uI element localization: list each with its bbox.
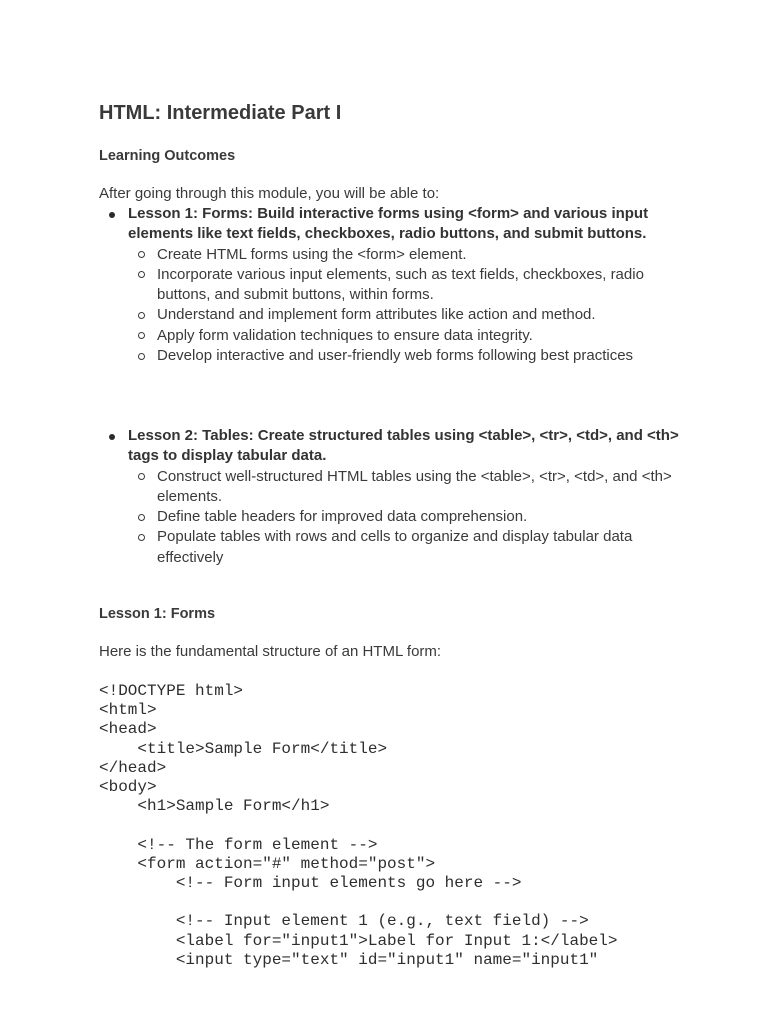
lesson-item-2 <box>99 426 679 568</box>
learning-outcomes-heading: Learning Outcomes <box>99 148 236 164</box>
outcome-item <box>128 305 679 325</box>
outcome-text: Apply form validation techniques to ensure data integrity. <box>157 326 533 344</box>
outcome-text: Create HTML forms using the <form> element. <box>157 245 467 263</box>
lesson-item-1 <box>99 204 679 366</box>
lesson-2-heading: Lesson 2: Tables: Create structured tables using <table>, <tr>, <td>, and <th> tags to display tabular data. <box>128 427 679 465</box>
section-intro: Here is the fundamental structure of an HTML form: <box>99 643 442 660</box>
page-title: HTML: Intermediate Part I <box>99 102 342 124</box>
bullet-icon <box>109 212 115 218</box>
code-block: <!DOCTYPE html> <html> <head> <title>Sample Form</title> </head> <body> <h1>Sample Form</h1> <!-- The form element --> <form action="#" method="post"> <!-- Form input elements go here --> <!-- Input element 1 (e.g., text field) --> <label for="input1">Label for Input 1:</label> <input type="text" id="input1" name="input1" <box>99 682 618 969</box>
outcome-item <box>128 326 679 346</box>
outcome-item <box>128 245 679 265</box>
outcome-text: Construct well-structured HTML tables using the <table>, <tr>, <td>, and <th> elements. <box>157 467 672 505</box>
outcome-text: Incorporate various input elements, such as text fields, checkboxes, radio buttons, and submit buttons, within forms. <box>157 265 644 304</box>
outcome-item <box>128 527 679 568</box>
outcome-item <box>128 346 679 366</box>
circle-bullet-icon <box>138 534 145 541</box>
bullet-icon <box>109 434 115 440</box>
section-heading: Lesson 1: Forms <box>99 606 216 622</box>
intro-text: After going through this module, you will be able to: <box>99 185 440 202</box>
outcome-text: Define table headers for improved data comprehension. <box>157 508 528 526</box>
outcome-text: Understand and implement form attributes like action and method. <box>157 306 596 324</box>
circle-bullet-icon <box>138 312 145 319</box>
outcome-text: Populate tables with rows and cells to organize and display tabular data effectively <box>157 528 633 566</box>
outcome-item <box>128 507 679 527</box>
lesson-1-heading: Lesson 1: Forms: Build interactive forms using <form> and various input elements like text fields, checkboxes, radio buttons, and submit buttons. <box>128 205 649 243</box>
circle-bullet-icon <box>138 271 145 278</box>
circle-bullet-icon <box>138 514 145 521</box>
circle-bullet-icon <box>138 332 145 339</box>
lesson-list-2 <box>99 426 679 568</box>
outcome-item <box>128 467 679 508</box>
lesson-1-outcomes <box>128 245 679 367</box>
lesson-2-outcomes <box>128 467 679 568</box>
circle-bullet-icon <box>138 473 145 480</box>
outcome-text: Develop interactive and user-friendly web forms following best practices <box>157 347 634 365</box>
circle-bullet-icon <box>138 353 145 360</box>
circle-bullet-icon <box>138 251 145 258</box>
outcome-item <box>128 265 679 306</box>
lesson-list <box>99 204 679 366</box>
